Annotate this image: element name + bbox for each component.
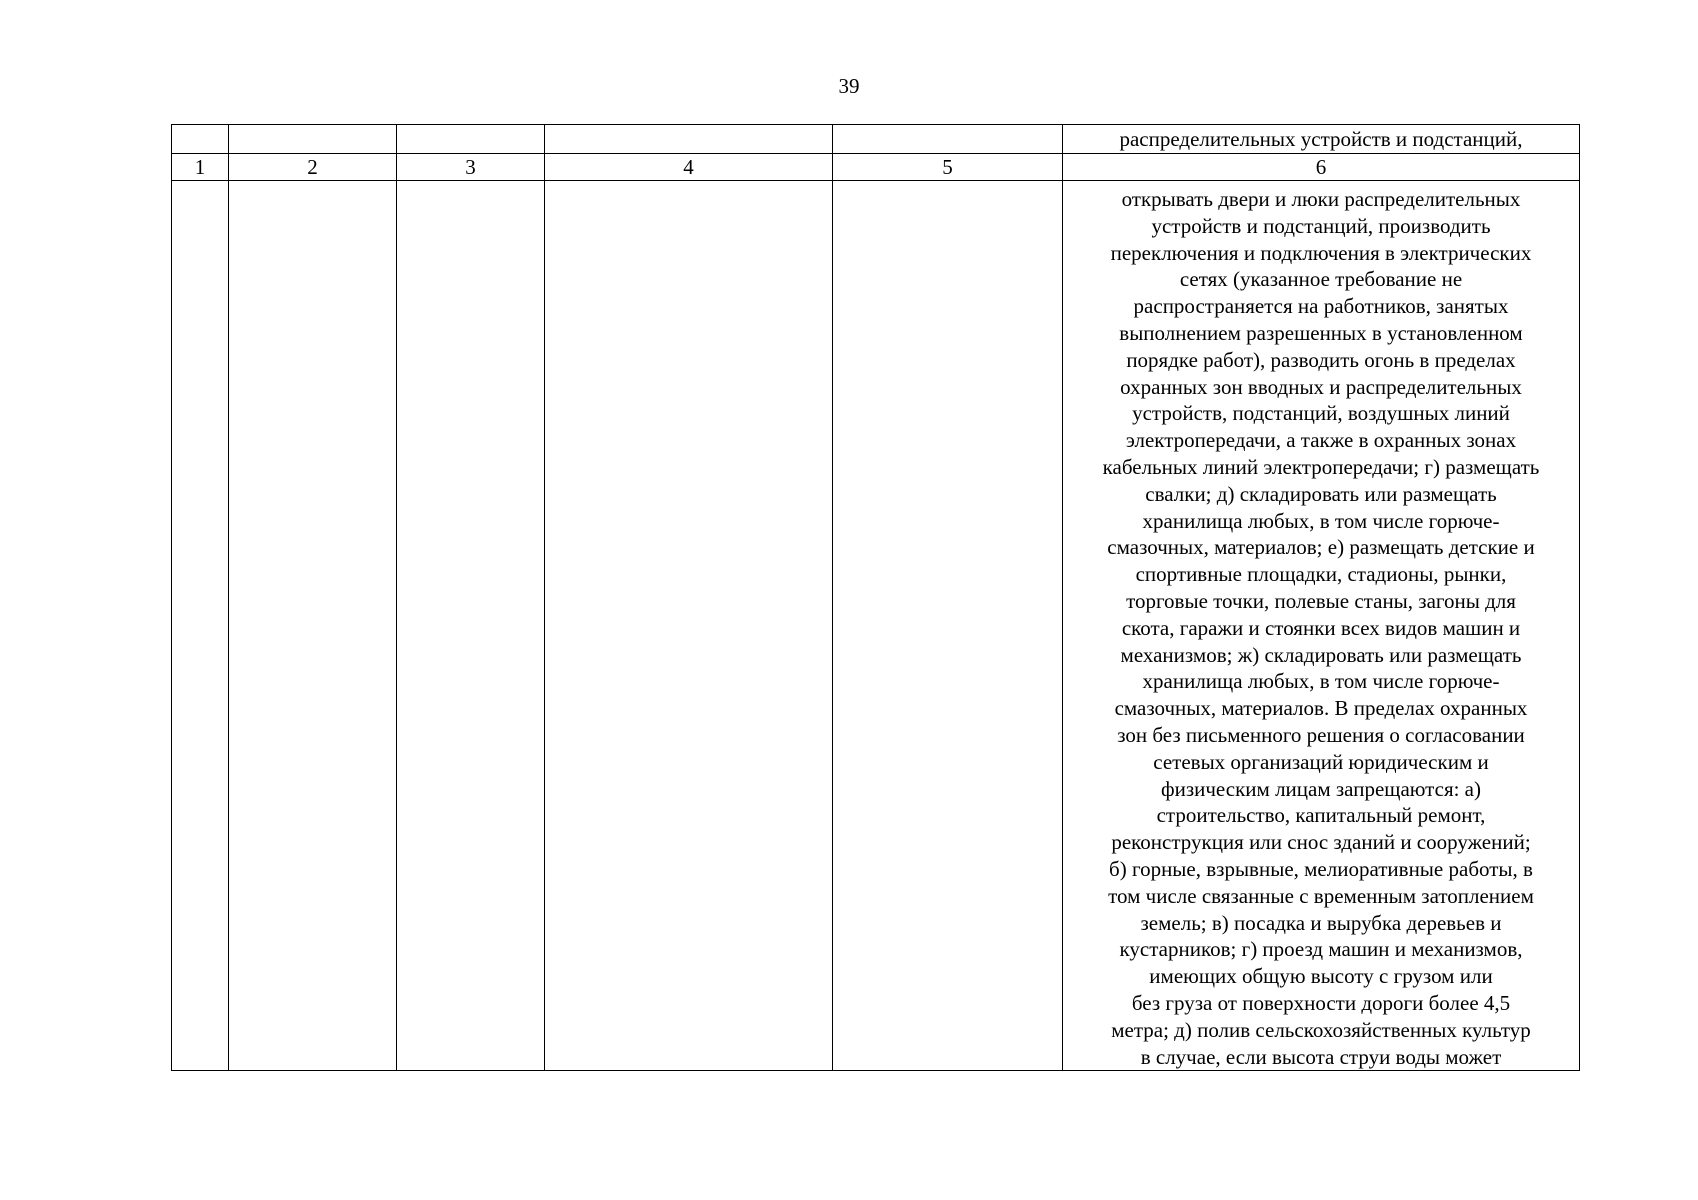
- body-cell-col3: [397, 181, 545, 1071]
- carry-cell-col5: [833, 125, 1063, 154]
- carry-over-row: [172, 125, 1580, 154]
- text-line: зон без письменного решения о согласовании: [1117, 722, 1525, 747]
- text-line: спортивные площадки, стадионы, рынки,: [1135, 562, 1507, 587]
- text-line: переключения и подключения в электрических: [1110, 240, 1532, 265]
- text-line: смазочных, материалов. В пределах охранных: [1114, 696, 1528, 721]
- column-header-5: 5: [833, 154, 1063, 181]
- text-line: без груза от поверхности дороги более 4,5: [1131, 990, 1511, 1015]
- text-line: земель; в) посадка и вырубка деревьев и: [1140, 910, 1502, 935]
- column-number-row: [172, 154, 1580, 181]
- body-cell-col6: [1063, 181, 1580, 1071]
- text-line: порядке работ), разводить огонь в пределах: [1126, 347, 1516, 372]
- text-line: физическим лицам запрещаются: а): [1160, 776, 1481, 801]
- document-table: [171, 124, 1580, 1071]
- body-cell-col5: [833, 181, 1063, 1071]
- text-line: хранилища любых, в том числе горюче-: [1142, 669, 1500, 694]
- text-line: имеющих общую высоту с грузом или: [1149, 964, 1493, 989]
- text-line: выполнением разрешенных в установленном: [1119, 320, 1523, 345]
- text-line: скота, гаражи и стоянки всех видов машин и: [1121, 615, 1521, 640]
- carry-cell-col2: [229, 125, 397, 154]
- column-header-1: 1: [172, 154, 229, 181]
- text-line: хранилища любых, в том числе горюче-: [1142, 508, 1500, 533]
- body-cell-col1: [172, 181, 229, 1071]
- text-line: охранных зон вводных и распределительных: [1120, 374, 1522, 399]
- text-line: открывать двери и люки распределительных: [1121, 187, 1521, 211]
- text-line: сетях (указанное требование не: [1179, 267, 1463, 292]
- text-line: метра; д) полив сельскохозяйственных культур: [1111, 1017, 1531, 1042]
- text-line: том числе связанные с временным затоплением: [1108, 883, 1534, 908]
- carry-cell-col1: [172, 125, 229, 154]
- page-number: 39: [838, 74, 860, 98]
- text-line: торговые точки, полевые станы, загоны для: [1126, 588, 1516, 613]
- body-cell-col2: [229, 181, 397, 1071]
- carry-cell-col3: [397, 125, 545, 154]
- text-line: устройств, подстанций, воздушных линий: [1132, 401, 1510, 426]
- text-line: кабельных линий электропередачи; г) размещать: [1102, 454, 1540, 479]
- text-line: в случае, если высота струи воды может: [1140, 1044, 1502, 1069]
- text-line: сетевых организаций юридическим и: [1153, 749, 1489, 774]
- column6-text: [1063, 181, 1579, 1070]
- column-header-3: 3: [397, 154, 545, 181]
- text-line: распространяется на работников, занятых: [1133, 294, 1509, 319]
- text-line: механизмов; ж) складировать или размещать: [1120, 642, 1522, 667]
- text-line: смазочных, материалов; е) размещать детские и: [1107, 535, 1535, 560]
- table-row: [172, 181, 1580, 1071]
- column-header-4: 4: [545, 154, 833, 181]
- column-header-6: 6: [1063, 154, 1580, 181]
- text-line: б) горные, взрывные, мелиоративные работы, в: [1109, 856, 1533, 881]
- body-cell-col4: [545, 181, 833, 1071]
- carry-cell-col4: [545, 125, 833, 154]
- text-line: устройств и подстанций, производить: [1151, 213, 1491, 238]
- text-line: свалки; д) складировать или размещать: [1145, 481, 1497, 506]
- text-line: реконструкция или снос зданий и сооружений;: [1111, 830, 1531, 855]
- column-header-2: 2: [229, 154, 397, 181]
- carry-cell-col6: распределительных устройств и подстанций,: [1063, 125, 1580, 154]
- text-line: строительство, капитальный ремонт,: [1156, 803, 1486, 828]
- text-line: электропередачи, а также в охранных зонах: [1125, 428, 1517, 453]
- text-line: кустарников; г) проезд машин и механизмов,: [1119, 937, 1523, 962]
